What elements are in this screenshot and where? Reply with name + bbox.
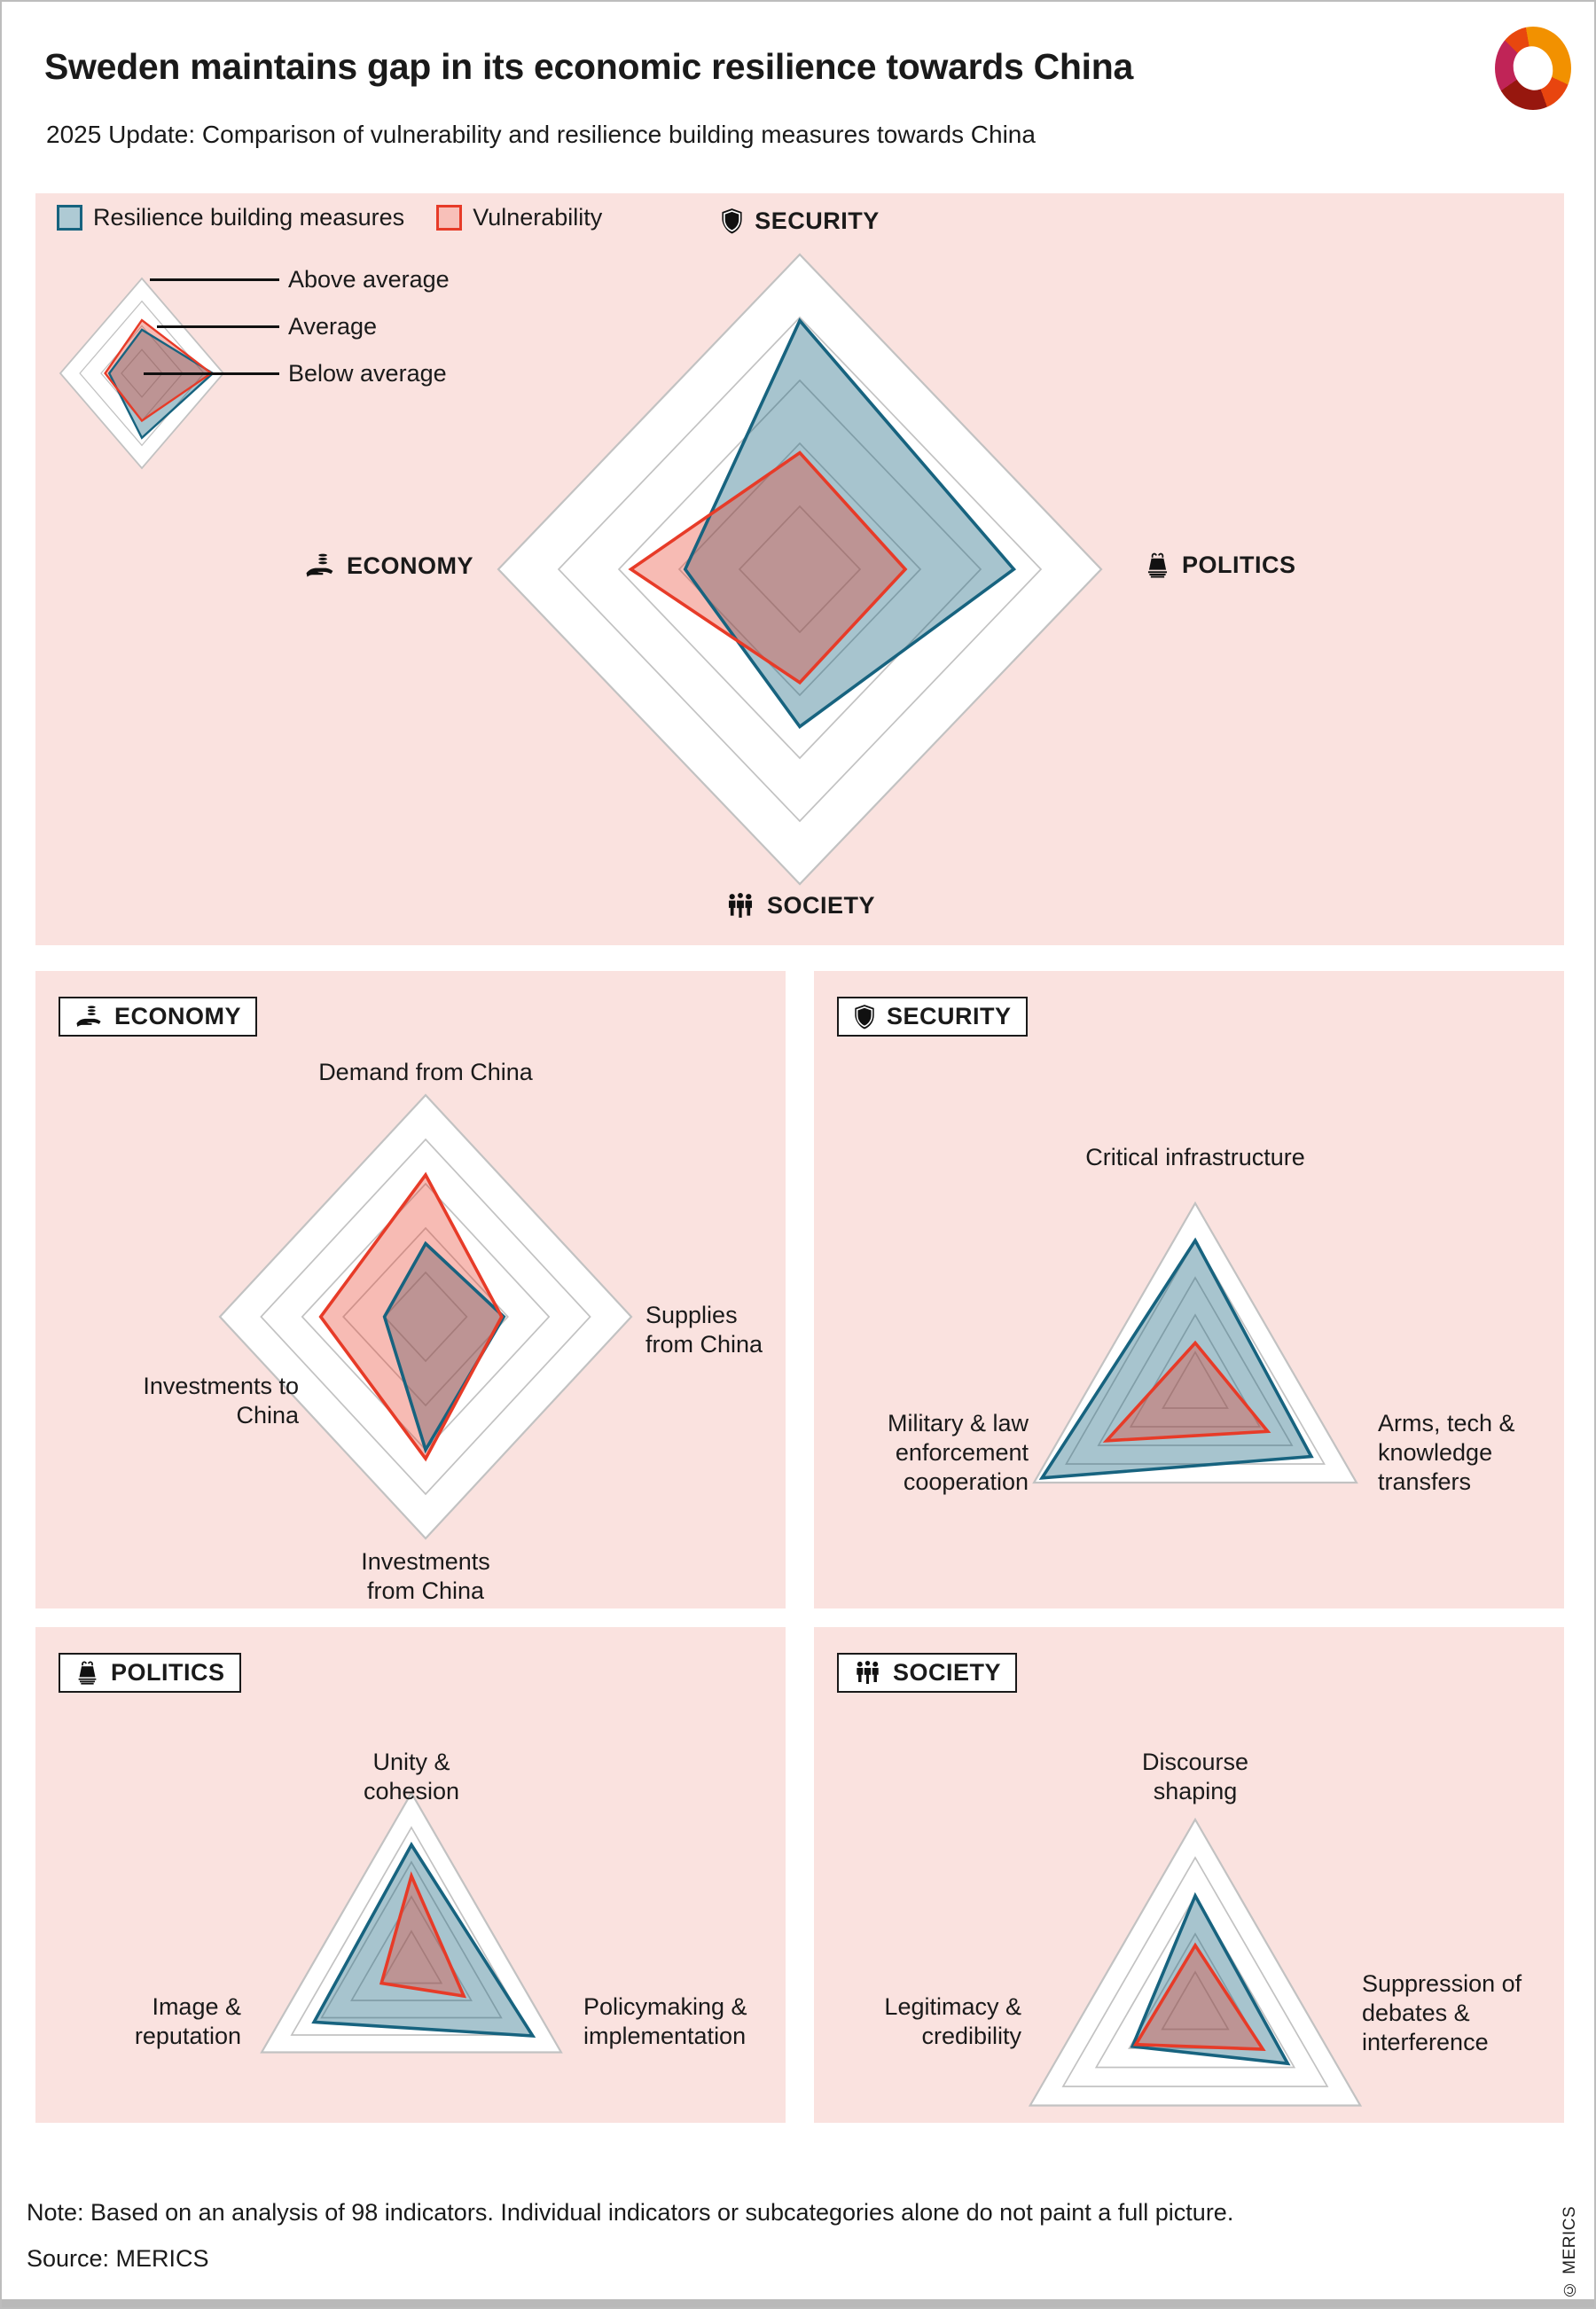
axis-demand-from-china: Demand from China: [318, 1059, 533, 1085]
copyright-vertical: © MERICS: [1561, 2205, 1579, 2298]
shield-icon: [853, 1004, 876, 1030]
shield-icon: [720, 207, 744, 235]
politics-header: [59, 1653, 241, 1693]
legend-label-resilience: Resilience building measures: [93, 204, 405, 231]
politics-panel: [35, 1627, 786, 2123]
people-icon: [853, 1660, 882, 1686]
merics-logo-ring: [1495, 27, 1571, 110]
axis-politics-label: POLITICS: [1182, 552, 1296, 578]
legend-label-vulnerability: Vulnerability: [473, 204, 603, 231]
overview-panel: [35, 193, 1564, 945]
society-panel: [814, 1627, 1564, 2123]
society-header: [837, 1653, 1017, 1693]
lectern-icon: [1144, 552, 1171, 579]
axis-economy: [117, 552, 473, 581]
page-subtitle: 2025 Update: Comparison of vulnerability and resilience building measures towards China: [46, 121, 1036, 148]
axis-suppression-debates: Suppression of debates & interference: [1362, 1970, 1522, 2055]
axis-society: [35, 892, 1564, 920]
axis-policymaking-implementation: Policymaking & implementation: [583, 1993, 747, 2049]
security-header-label: SECURITY: [887, 1003, 1012, 1029]
callout-label-below-average: Below average: [288, 360, 447, 387]
axis-investments-to-china: Investments to China: [143, 1373, 299, 1428]
callout-label-average: Average: [288, 313, 378, 340]
callout-line-above-average: [150, 278, 279, 281]
axis-politics: [1144, 552, 1296, 579]
footnote: Note: Based on an analysis of 98 indicators. Individual indicators or subcategories alone do not paint a full picture.: [27, 2199, 1234, 2226]
axis-supplies-from-china: Supplies from China: [645, 1302, 763, 1358]
bottom-bar: [2, 2299, 1594, 2307]
axis-unity-cohesion: Unity & cohesion: [363, 1749, 460, 1804]
axis-investments-from-china: Investments from China: [361, 1548, 490, 1604]
merics-logo: [1495, 27, 1571, 110]
people-icon: [724, 892, 756, 920]
society-header-label: SOCIETY: [893, 1659, 1002, 1686]
axis-military-law-cooperation: Military & law enforcement cooperation: [887, 1410, 1029, 1495]
axis-discourse-shaping: Discourse shaping: [1141, 1749, 1249, 1804]
security-header: [837, 997, 1028, 1037]
axis-security: [35, 207, 1564, 235]
axis-legitimacy-credibility: Legitimacy & credibility: [884, 1993, 1021, 2049]
politics-header-label: POLITICS: [111, 1659, 225, 1686]
economy-header: [59, 997, 257, 1037]
axis-security-label: SECURITY: [755, 207, 880, 234]
coins-hand-icon: [304, 552, 336, 581]
callout-line-average: [157, 325, 279, 328]
coins-hand-icon: [74, 1004, 104, 1030]
callout-label-above-average: Above average: [288, 266, 450, 293]
axis-arms-tech-transfers: Arms, tech & knowledge transfers: [1378, 1410, 1515, 1495]
economy-panel: [35, 971, 786, 1608]
source-line: Source: MERICS: [27, 2245, 209, 2272]
lectern-icon: [74, 1660, 100, 1686]
axis-economy-label: ECONOMY: [346, 552, 473, 579]
economy-header-label: ECONOMY: [114, 1003, 242, 1029]
axis-society-label: SOCIETY: [766, 892, 876, 919]
axis-image-reputation: Image & reputation: [134, 1993, 241, 2049]
axis-critical-infrastructure: Critical infrastructure: [1085, 1144, 1305, 1170]
callout-line-below-average: [144, 372, 279, 375]
security-panel: [814, 971, 1564, 1608]
security-radar-chart: [814, 971, 1564, 1608]
page-title: Sweden maintains gap in its economic resilience towards China: [44, 46, 1133, 87]
